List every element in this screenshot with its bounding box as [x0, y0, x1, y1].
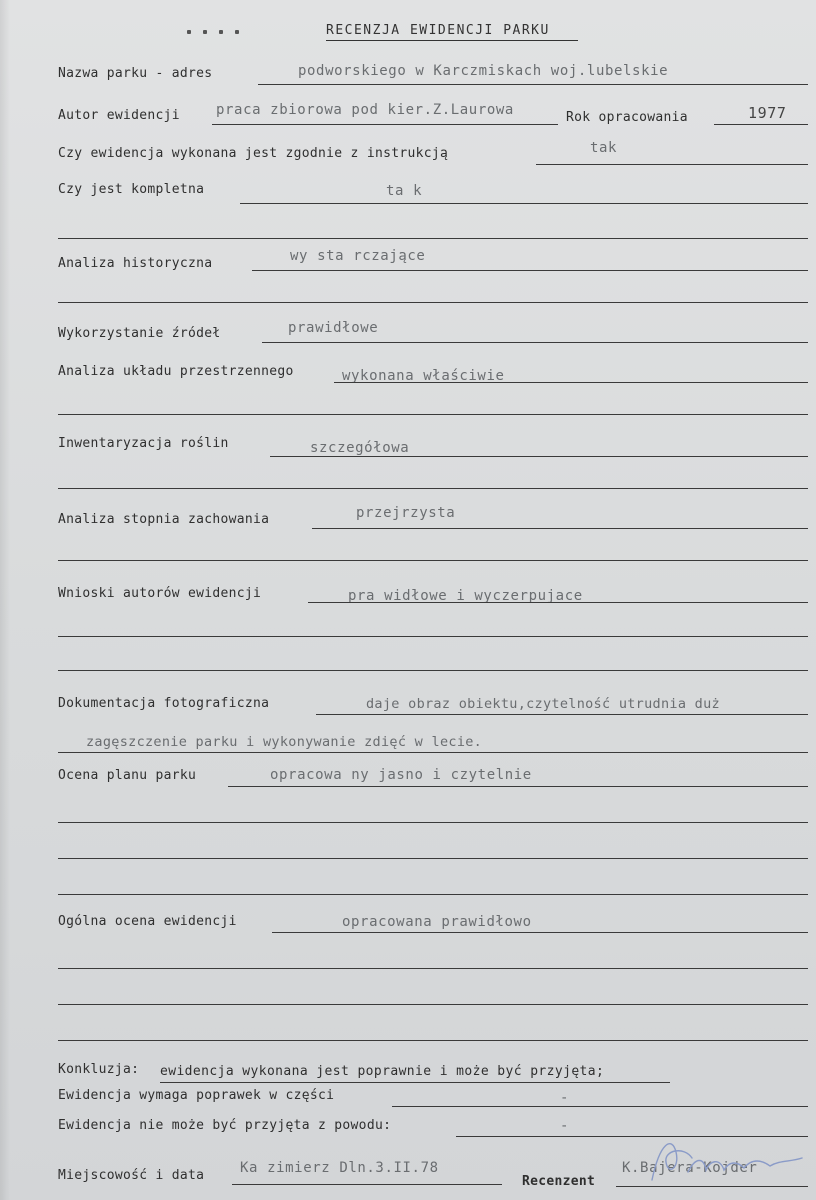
- blank-line-11: [58, 968, 808, 969]
- preservation-label: Analiza stopnia zachowania: [58, 512, 270, 527]
- park-name-line: [258, 84, 808, 85]
- photo-line-2: [58, 752, 808, 753]
- complete-label: Czy jest kompletna: [58, 182, 205, 197]
- layout-label: Analiza układu przestrzennego: [58, 364, 294, 379]
- sources-label: Wykorzystanie źródeł: [58, 326, 221, 341]
- blank-line-5: [58, 560, 808, 561]
- blank-line-3: [58, 414, 808, 415]
- photo-label: Dokumentacja fotograficzna: [58, 696, 270, 711]
- preservation-value: przejrzysta: [356, 505, 456, 521]
- reviewer-value: K.Bajera-Kojder: [622, 1160, 758, 1176]
- sources-value: prawidłowe: [288, 320, 379, 336]
- historical-line: [252, 270, 808, 271]
- corrections-label: Ewidencja wymaga poprawek w części: [58, 1088, 335, 1103]
- historical-label: Analiza historyczna: [58, 256, 213, 271]
- overall-label: Ogólna ocena ewidencji: [58, 914, 237, 929]
- inventory-label: Inwentaryzacja roślin: [58, 436, 229, 451]
- page-edge-shadow: [0, 0, 10, 1200]
- conclusion-underline: [160, 1082, 670, 1083]
- year-label: Rok opracowania: [566, 110, 688, 125]
- photo-value-line1: daje obraz obiektu,czytelność utrudnia duż: [366, 696, 720, 712]
- place-date-value: Ka zimierz Dln.3.II.78: [240, 1160, 439, 1176]
- park-name-value: podworskiego w Karczmiskach woj.lubelskie: [298, 63, 669, 79]
- plan-label: Ocena planu parku: [58, 768, 197, 783]
- photo-line-1: [316, 714, 808, 715]
- conclusions-line: [308, 602, 808, 603]
- instruction-value: tak: [590, 140, 618, 156]
- year-line: [714, 124, 808, 125]
- plan-value: opracowa ny jasno i czytelnie: [270, 767, 532, 783]
- rejection-label: Ewidencja nie może być przyjęta z powodu:: [58, 1118, 392, 1133]
- place-date-label: Miejscowość i data: [58, 1168, 205, 1183]
- conclusions-value: pra widłowe i wyczerpujace: [348, 588, 583, 604]
- preservation-line: [312, 528, 808, 529]
- blank-line-4: [58, 488, 808, 489]
- rejection-value: -: [560, 1118, 570, 1134]
- overall-line: [272, 932, 808, 933]
- overall-value: opracowana prawidłowo: [342, 914, 532, 930]
- corrections-value: -: [560, 1090, 570, 1106]
- year-value: 1977: [748, 104, 787, 122]
- conclusion-label: Konkluzja:: [58, 1062, 140, 1077]
- layout-line: [334, 382, 808, 383]
- historical-value: wy sta rczające: [290, 248, 426, 264]
- inventory-line: [270, 456, 808, 457]
- blank-line-6: [58, 636, 808, 637]
- inventory-value: szczegółowa: [310, 440, 410, 456]
- place-date-line: [232, 1184, 502, 1185]
- blank-line-13: [58, 1040, 808, 1041]
- photo-value-line2: zagęszczenie parku i wykonywanie zdięć w lecie.: [86, 734, 483, 750]
- blank-line-10: [58, 894, 808, 895]
- blank-line-7: [58, 670, 808, 671]
- blank-line-12: [58, 1004, 808, 1005]
- complete-value: ta k: [386, 183, 423, 199]
- blank-line-9: [58, 858, 808, 859]
- form-title: RECENZJA EWIDENCJI PARKU: [326, 23, 550, 38]
- top-punch-marks: [187, 30, 239, 34]
- conclusions-label: Wnioski autorów ewidencji: [58, 586, 262, 601]
- author-line: [212, 124, 558, 125]
- instruction-line: [536, 164, 808, 165]
- author-value: praca zbiorowa pod kier.Z.Laurowa: [216, 102, 514, 118]
- blank-line-2: [58, 302, 808, 303]
- park-name-label: Nazwa parku - adres: [58, 66, 213, 81]
- complete-line: [240, 203, 808, 204]
- plan-line: [228, 786, 808, 787]
- title-underline: [326, 40, 578, 41]
- corrections-line: [392, 1106, 808, 1107]
- blank-line-1: [58, 238, 808, 239]
- conclusion-value: ewidencja wykonana jest poprawnie i może być przyjęta;: [160, 1064, 605, 1079]
- reviewer-label: Recenzent: [522, 1174, 596, 1189]
- layout-value: wykonana właściwie: [342, 368, 505, 384]
- blank-line-8: [58, 822, 808, 823]
- instruction-label: Czy ewidencja wykonana jest zgodnie z instrukcją: [58, 146, 449, 161]
- sources-line: [262, 342, 808, 343]
- handwritten-signature: [640, 1132, 810, 1187]
- author-label: Autor ewidencji: [58, 108, 180, 123]
